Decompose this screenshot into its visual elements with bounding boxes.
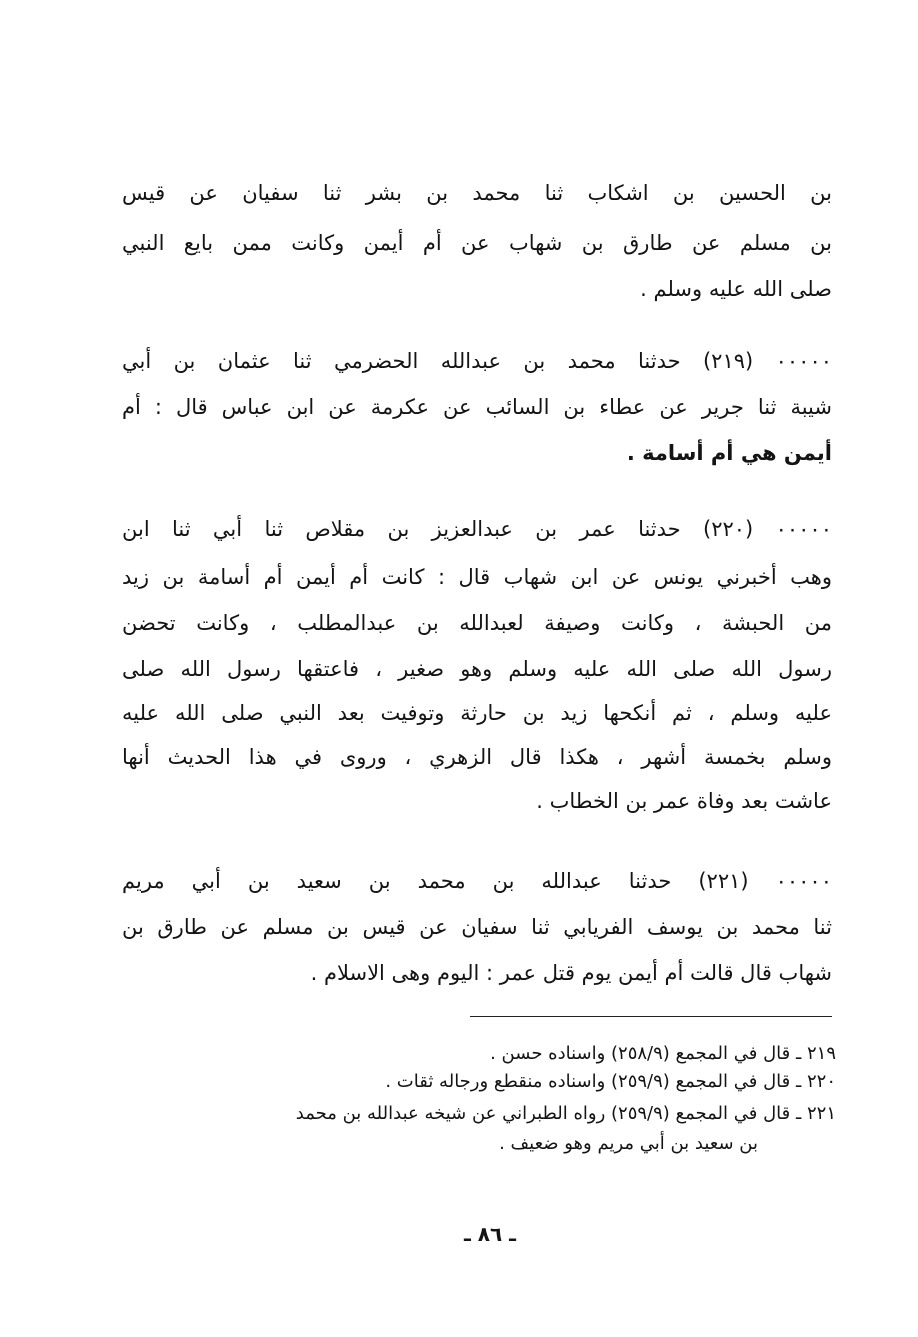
text-line: بن مسلم عن طارق بن شهاب عن أم أيمن وكانت ممن بايع النبي bbox=[122, 231, 832, 255]
hadith-219-line: ٠٠٠٠٠ (٢١٩) حدثنا محمد بن عبدالله الحضرمي ثنا عثمان بن أبي bbox=[122, 349, 832, 373]
footnote-220: ٢٢٠ ـ قال في المجمع (٢٥٩/٩) واسناده منقطع ورجاله ثقات . bbox=[385, 1071, 836, 1092]
hadith-221-line: شهاب قال قالت أم أيمن يوم قتل عمر : اليوم وهى الاسلام . bbox=[310, 961, 832, 985]
hadith-219-line: شيبة ثنا جرير عن عطاء بن السائب عن عكرمة عن ابن عباس قال : أم bbox=[122, 395, 832, 419]
text-line: صلى الله عليه وسلم . bbox=[640, 277, 832, 301]
footnote-219: ٢١٩ ـ قال في المجمع (٢٥٨/٩) واسناده حسن . bbox=[490, 1043, 836, 1064]
hadith-220-line: وسلم بخمسة أشهر ، هكذا قال الزهري ، وروى في هذا الحديث أنها bbox=[122, 745, 832, 769]
hadith-221-line: ٠٠٠٠٠ (٢٢١) حدثنا عبدالله بن محمد بن سعيد بن أبي مريم bbox=[122, 869, 832, 893]
footnote-separator bbox=[470, 1016, 832, 1017]
page-number: ـ ٨٦ ـ bbox=[463, 1222, 517, 1246]
hadith-221-line: ثنا محمد بن يوسف الفريابي ثنا سفيان عن قيس بن مسلم عن طارق بن bbox=[122, 915, 832, 939]
hadith-219-line: أيمن هي أم أسامة . bbox=[626, 441, 832, 465]
hadith-220-line: من الحبشة ، وكانت وصيفة لعبدالله بن عبدالمطلب ، وكانت تحضن bbox=[122, 611, 832, 635]
footnote-221: ٢٢١ ـ قال في المجمع (٢٥٩/٩) رواه الطبراني عن شيخه عبدالله بن محمد bbox=[295, 1103, 836, 1124]
text-line: بن الحسين بن اشكاب ثنا محمد بن بشر ثنا سفيان عن قيس bbox=[122, 181, 832, 205]
hadith-220-line: عليه وسلم ، ثم أنكحها زيد بن حارثة وتوفيت بعد النبي صلى الله عليه bbox=[122, 701, 832, 725]
hadith-220-line: ٠٠٠٠٠ (٢٢٠) حدثنا عمر بن عبدالعزيز بن مقلاص ثنا أبي ثنا ابن bbox=[122, 517, 832, 541]
hadith-220-line: رسول الله صلى الله عليه وسلم وهو صغير ، فاعتقها رسول الله صلى bbox=[122, 657, 832, 681]
hadith-220-line: عاشت بعد وفاة عمر بن الخطاب . bbox=[536, 789, 832, 813]
footnote-221-continuation: بن سعيد بن أبي مريم وهو ضعيف . bbox=[499, 1133, 758, 1154]
hadith-220-line: وهب أخبرني يونس عن ابن شهاب قال : كانت أم أيمن أم أسامة بن زيد bbox=[122, 565, 832, 589]
